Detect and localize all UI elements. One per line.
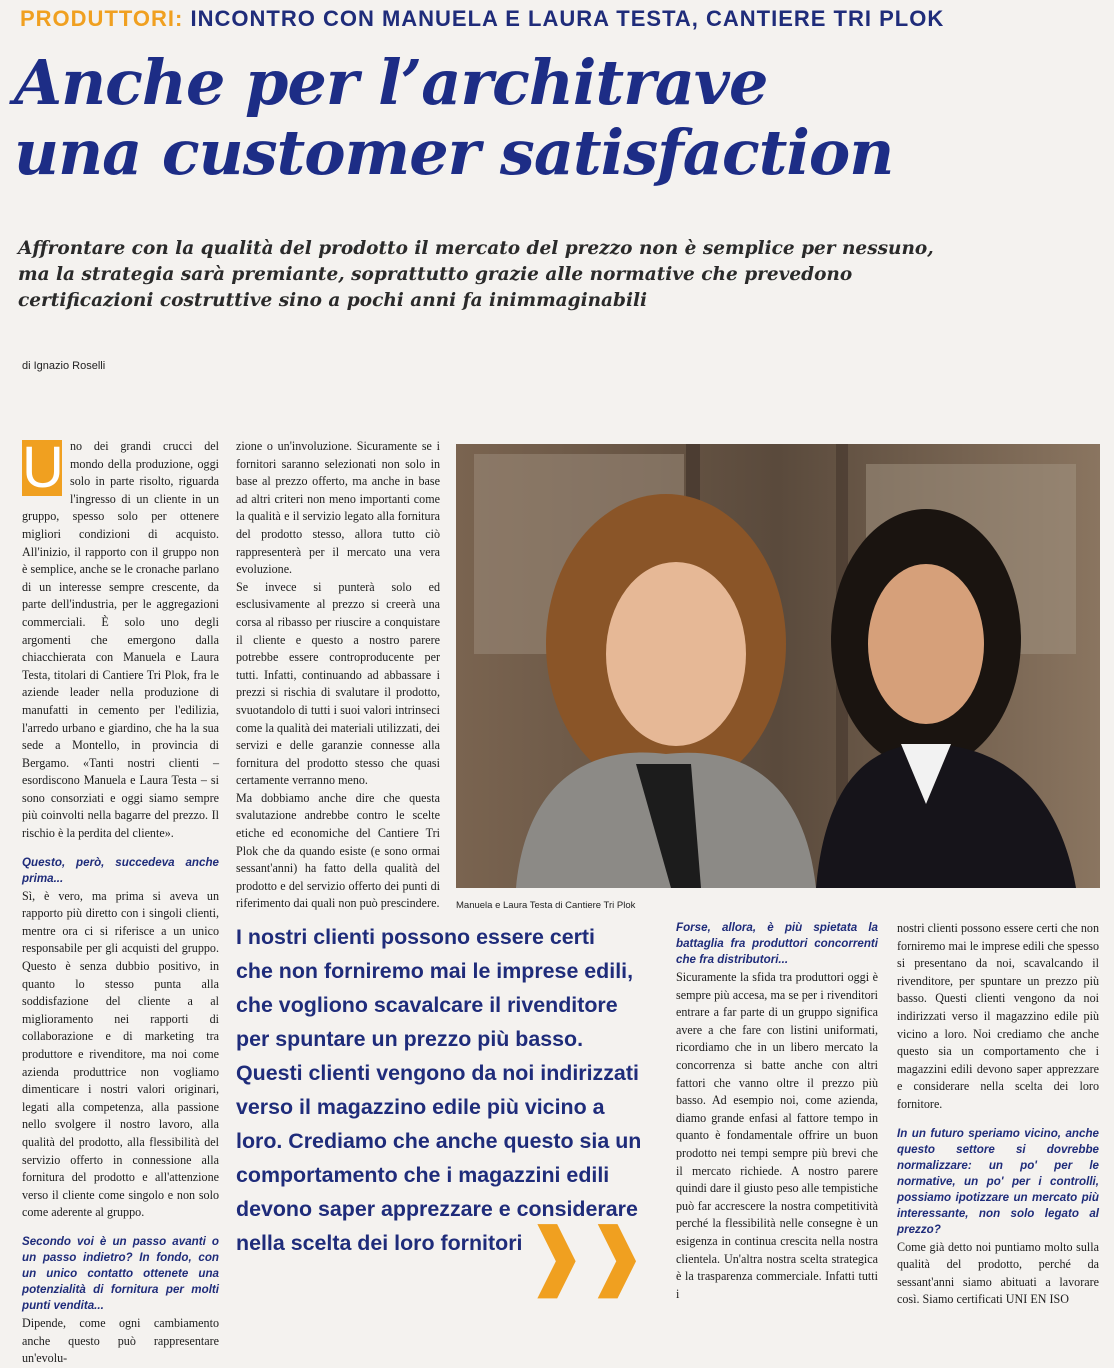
deck-line-1: Affrontare con la qualità del prodotto il mercato del prezzo non è semplice per nessuno, <box>18 238 934 259</box>
section-kicker <box>20 6 944 32</box>
photo-caption: Manuela e Laura Testa di Cantiere Tri Plok <box>456 900 636 911</box>
column-4 <box>676 920 878 1303</box>
interview-question: Questo, però, succedeva anche prima... <box>22 855 219 885</box>
pull-line: per spuntare un prezzo più basso. <box>236 1027 584 1051</box>
title-line-1: Anche per l’architrave <box>14 46 768 119</box>
interview-question: Forse, allora, è più spietata la battaglia fra produttori concorrenti che fra distributori... <box>676 921 878 966</box>
pull-quote <box>236 920 656 1260</box>
column-5 <box>897 920 1099 1309</box>
paragraph: Sì, è vero, ma prima si aveva un rapporto più diretto con i singoli clienti, mentre ora ci si riferisce a un unico responsabile per gli acquisti del gruppo. Questo è senza dubbio positivo, in quanto lo stesso punta alla soddisfazione del cliente a al miglioramento nei rapporti di collaborazione e di marketing tra produttore e rivenditore, ma noi come azienda produttrice non vogliamo dimenticare i nostri valori originari, legati alla competenza, alla passione nello svolgere il nostro lavoro, alla qualità del prodotto, alla flessibilità del servizio offerto in connessione alla fornitura del prodotto e all'attenzione verso il cliente come singolo e non solo come aderente al gruppo. <box>22 888 219 1220</box>
close-quote-icon: ❱❱ <box>526 1216 647 1296</box>
column-2 <box>236 438 440 913</box>
pull-line: nella scelta dei loro fornitori <box>236 1231 523 1255</box>
pull-line: loro. Crediamo che anche questo sia un <box>236 1129 642 1153</box>
paragraph: Se invece si punterà solo ed esclusivamente al prezzo si creerà una corsa al ribasso per riuscire a conquistare il cliente e questo a nostro parere potrebbe essere controproducente per tutti. Infatti, continuando ad abbassare i prezzi si rischia di svalutare il prodotto, svuotandolo di tutti i suoi valori intrinseci come la qualità dei materiali utilizzati, dei servizi e delle garanzie connesse alla fornitura del prodotto stesso che quasi certamente verranno meno. <box>236 579 440 788</box>
photo-illustration <box>456 444 1100 888</box>
deck-line-3: certificazioni costruttive sino a pochi anni fa inimmaginabili <box>18 290 648 311</box>
title-line-2: una customer satisfaction <box>14 116 894 189</box>
kicker-label: PRODUTTORI: <box>20 6 184 31</box>
pull-line: verso il magazzino edile più vicino a <box>236 1095 605 1119</box>
paragraph-text: no dei grandi crucci del mondo della produzione, oggi solo in parte risolto, riguarda l'ingresso di un cliente in un gruppo, spesso solo per ottenere migliori condizioni di acquisto. All'inizio, il rapporto con il gruppo non è semplice, anche se le cronache parlano di un interesse sempre crescente, da parte dell'industria, per le aggregazioni commerciali. È solo uno degli argomenti che emergono dalla chiacchierata con Manuela e Laura Testa, titolari di Cantiere Tri Plok, fra le aziende leader nella produzione di manufatti in cemento per l'edilizia, l'arredo urbano e giardino, che ha la sua sede a Montello, in provincia di Bergamo. «Tanti nostri clienti – esordiscono Manuela e Laura Testa – si sono consorziati e oggi siamo sempre più coinvolti nella bagarre del prezzo. Il rischio è la perdita del cliente». <box>22 439 219 841</box>
column-1 <box>22 435 219 1368</box>
deck-line-2: ma la strategia sarà premiante, soprattutto grazie alle normative che prevedono <box>18 264 853 285</box>
pull-line: devono saper apprezzare e considerare <box>236 1197 638 1221</box>
interview-question: Secondo voi è un passo avanti o un passo indietro? In fondo, con un unico contatto ottenete una potenzialità di fornitura per molti punti vendita... <box>22 1234 219 1312</box>
article-title <box>14 48 893 188</box>
paragraph: Dipende, come ogni cambiamento anche questo può rappresentare un'evolu- <box>22 1315 219 1366</box>
paragraph: zione o un'involuzione. Sicuramente se i fornitori saranno selezionati non solo in base al prezzo offerto, ma anche in base ad altri criteri non meno importanti come la qualità e il servizio legato alla fornitura del prodotto stesso, allora tutto ciò rappresenterà per il mercato una vera evoluzione. <box>236 439 440 577</box>
paragraph: Ma dobbiamo anche dire che questa svalutazione andrebbe contro le scelte etiche ed economiche del Cantiere Tri Plok che da quando esiste (e sono ormai sessant'anni) ha fatto della qualità del prodotto e del servizio offerto dei punti di riferimento dai quali non può prescindere. <box>236 790 440 911</box>
pull-line: I nostri clienti possono essere certi <box>236 925 596 949</box>
portrait-photo <box>456 444 1100 888</box>
paragraph: Sicuramente la sfida tra produttori oggi è sempre più accesa, ma se per i rivenditori entrare a far parte di un gruppo significa avere a che fare con listini uniformati, ricordiamo che in un libero mercato la concorrenza si batte anche con altri fattori che vanno oltre il prezzo più basso. Ad esempio noi, come azienda, diamo grande enfasi al fattore tempo in quanto è fondamentale offrire un buon prodotto nei tempi sempre più brevi che il mercato richiede. A nostro parere quindi dare il giusto peso alle tempistiche può far accrescere la nostra competitività perché la flessibilità nelle consegne è un esigenza in continua crescita nella nostra clientela. Un'altra nostra scelta strategica è la trasparenza commerciale. Infatti tutti i <box>676 970 878 1301</box>
article-deck <box>18 236 1098 314</box>
kicker-text: INCONTRO CON MANUELA E LAURA TESTA, CANTIERE TRI PLOK <box>190 6 945 31</box>
paragraph: Come già detto noi puntiamo molto sulla qualità del prodotto, perché da sessant'anni siamo abituati a lavorare così. Siamo certificati UNI EN ISO <box>897 1239 1099 1307</box>
paragraph: nostri clienti possono essere certi che non forniremo mai le imprese edili che spesso si presentano da noi, scavalcando il rivenditore, per spuntare un prezzo più basso. Questi clienti vengono da noi indirizzati verso il magazzino edile più vicino a loro. Noi crediamo che anche questo sia un comportamento che i magazzini edili devono saper apprezzare e considerare nella scelta dei loro fornitore. <box>897 921 1099 1111</box>
pull-line: Questi clienti vengono da noi indirizzati <box>236 1061 639 1085</box>
pull-line: che vogliono scavalcare il rivenditore <box>236 993 618 1017</box>
pull-line: comportamento che i magazzini edili <box>236 1163 610 1187</box>
interview-question: In un futuro speriamo vicino, anche questo settore si dovrebbe normalizzare: un po' per le normative, un po' per i controlli, possiamo ipotizzare un mercato più interessante, non solo legato al prezzo? <box>897 1126 1099 1236</box>
drop-cap: U <box>22 435 64 500</box>
paragraph <box>22 435 219 843</box>
byline: di Ignazio Roselli <box>22 360 106 372</box>
pull-line: che non forniremo mai le imprese edili, <box>236 959 634 983</box>
